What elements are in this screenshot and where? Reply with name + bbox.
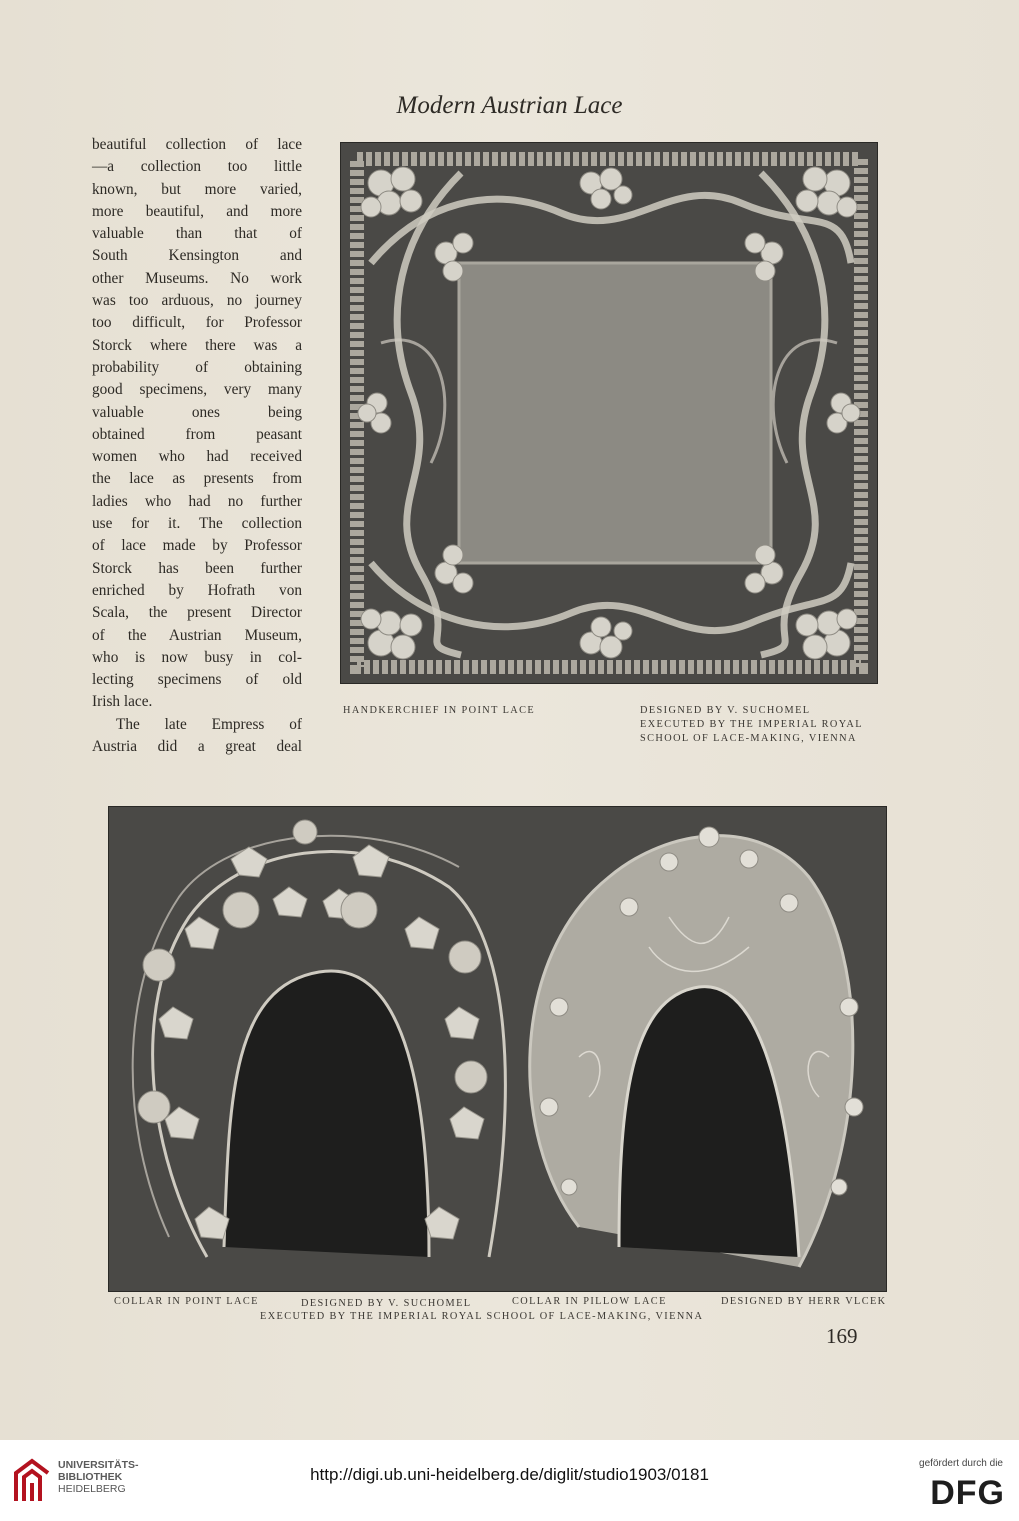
handkerchief-caption-title: HANDKERCHIEF IN POINT LACE	[343, 705, 536, 716]
body-line: probability of obtaining	[92, 358, 302, 376]
body-line: obtained from peasant	[92, 425, 302, 443]
body-line: beautiful collection of lace	[92, 136, 302, 153]
handkerchief-illustration	[341, 143, 877, 683]
body-line: other Museums. No work	[92, 269, 302, 287]
running-head: Modern Austrian Lace	[396, 92, 623, 119]
collar-caption-2: DESIGNED BY V. SUCHOMEL	[301, 1298, 472, 1309]
body-line: use for it. The collection	[92, 515, 302, 533]
collar-caption-3: COLLAR IN PILLOW LACE	[512, 1296, 667, 1307]
body-line: too difficult, for Professor	[92, 314, 302, 332]
body-line: who is now busy in col-	[92, 648, 302, 666]
library-name-line: HEIDELBERG	[58, 1483, 126, 1495]
body-line: known, but more varied,	[92, 180, 302, 198]
body-line: of the Austrian Museum,	[92, 626, 302, 644]
library-name-line: UNIVERSITÄTS-	[58, 1459, 139, 1471]
body-line: Scala, the present Director	[92, 604, 302, 622]
body-line: lecting specimens of old	[92, 671, 302, 689]
body-line: Storck where there was a	[92, 336, 302, 354]
body-line: Storck has been further	[92, 559, 302, 577]
body-line: the lace as presents from	[92, 470, 302, 488]
handkerchief-caption-designer: DESIGNED BY V. SUCHOMEL	[640, 705, 811, 716]
body-line: South Kensington and	[92, 247, 302, 265]
body-line: valuable than that of	[92, 225, 302, 243]
handkerchief-caption-school: SCHOOL OF LACE-MAKING, VIENNA	[640, 733, 857, 744]
body-line: was too arduous, no journey	[92, 292, 302, 310]
body-line: good specimens, very many	[92, 381, 302, 399]
library-name-line: BIBLIOTHEK	[58, 1471, 123, 1483]
body-text	[92, 134, 302, 758]
body-line: of lace made by Professor	[92, 537, 302, 555]
body-line: enriched by Hofrath von	[92, 581, 302, 599]
body-line: valuable ones being	[92, 403, 302, 421]
collars-illustration	[109, 807, 886, 1291]
body-line: more beautiful, and more	[92, 202, 302, 220]
funding-text: gefördert durch die	[919, 1458, 1003, 1469]
page-number: 169	[826, 1324, 858, 1348]
collars-plate	[108, 806, 887, 1292]
body-line: women who had received	[92, 448, 302, 466]
handkerchief-caption-executor: EXECUTED BY THE IMPERIAL ROYAL	[640, 719, 863, 730]
body-line: —a collection too little	[92, 158, 302, 176]
body-line: ladies who had no further	[92, 492, 302, 510]
handkerchief-plate	[340, 142, 878, 684]
body-line: The late Empress of	[116, 715, 302, 733]
collar-caption-4: DESIGNED BY HERR VLCEK	[721, 1296, 887, 1307]
footer-bar	[0, 1440, 1019, 1521]
collar-caption-1: COLLAR IN POINT LACE	[114, 1296, 259, 1307]
collar-caption-executor: EXECUTED BY THE IMPERIAL ROYAL SCHOOL OF LACE-MAKING, VIENNA	[260, 1311, 704, 1322]
body-line: Austria did a great deal	[92, 738, 302, 756]
dfg-logo[interactable]: DFG	[930, 1474, 1005, 1512]
permalink-url[interactable]: http://digi.ub.uni-heidelberg.de/diglit/studio1903/0181	[310, 1465, 709, 1484]
body-line: Irish lace.	[92, 693, 153, 711]
